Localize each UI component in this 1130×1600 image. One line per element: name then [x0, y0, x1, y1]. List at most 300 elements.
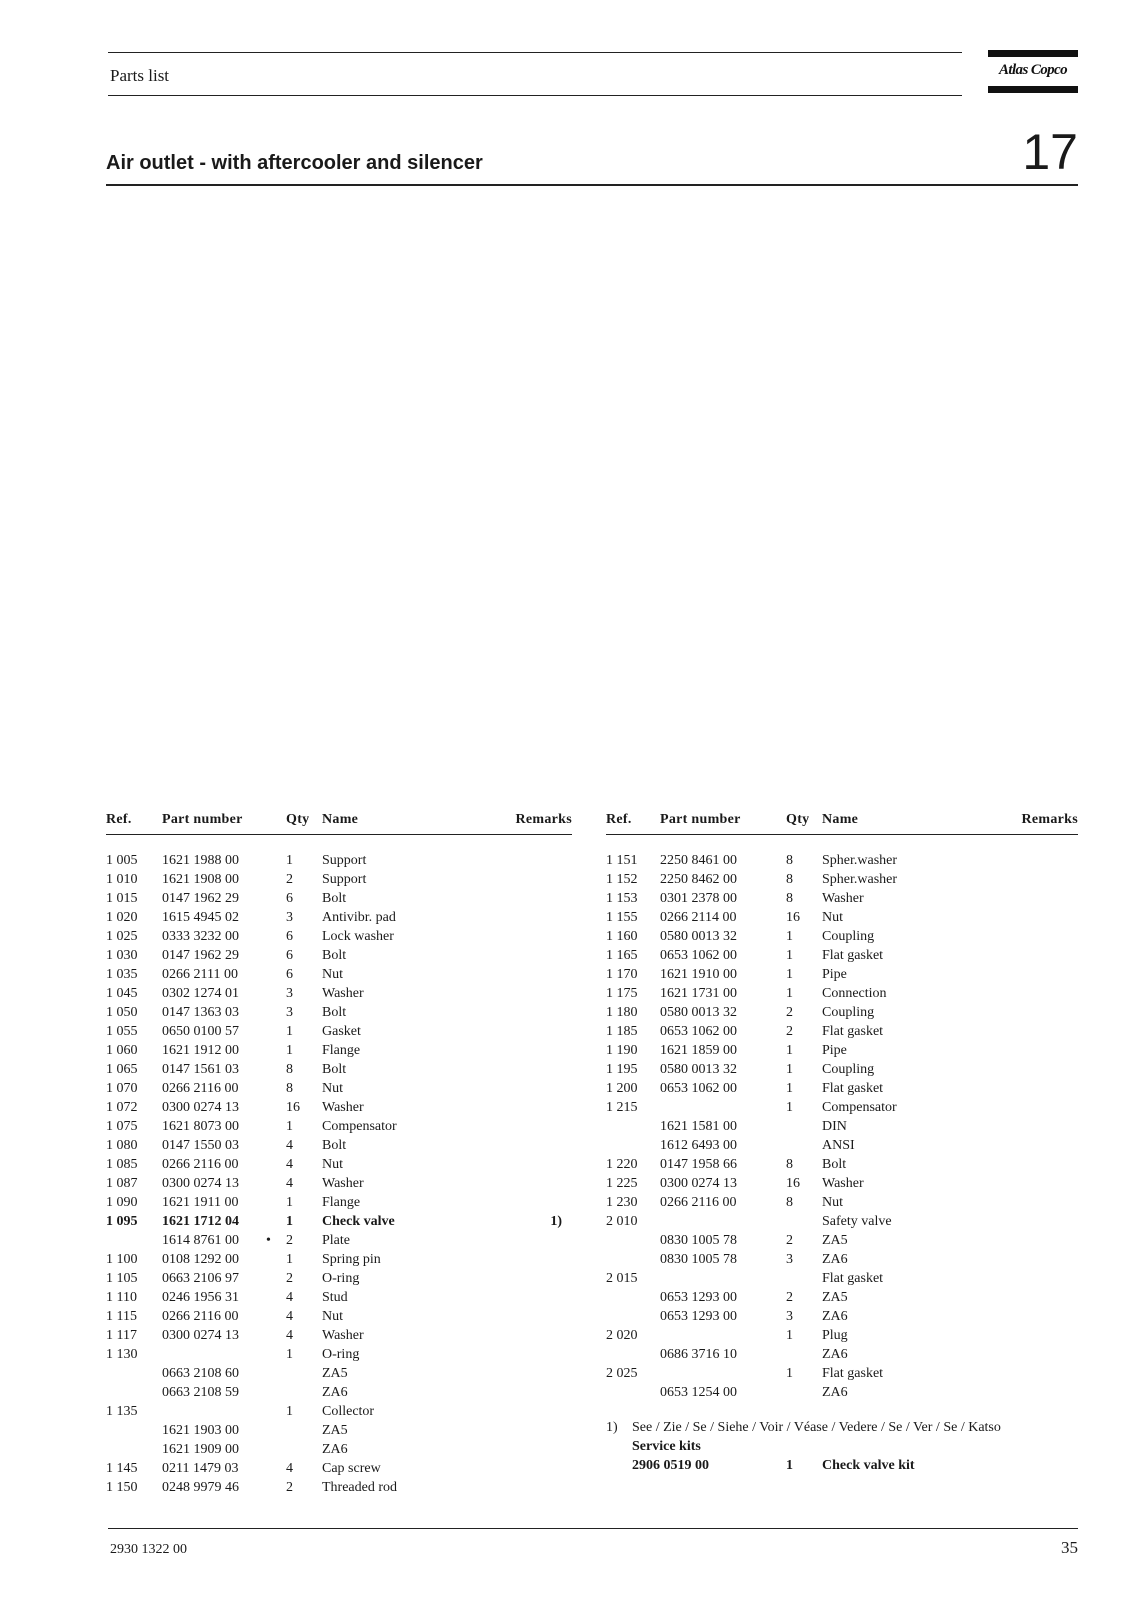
row-qty: 1 [786, 1043, 793, 1058]
row-name: Stud [322, 1290, 348, 1305]
row-part-number: 0108 1292 00 [162, 1252, 239, 1267]
row-spare-marker: • [266, 1233, 271, 1248]
table-row [106, 1385, 572, 1404]
footnote-see [606, 1420, 1086, 1439]
table-row [106, 929, 572, 948]
row-ref: 1 005 [106, 853, 138, 868]
row-ref: 1 195 [606, 1062, 638, 1077]
row-name: Compensator [322, 1119, 397, 1134]
row-qty: 4 [286, 1328, 293, 1343]
row-qty: 3 [286, 1005, 293, 1020]
table-row [106, 948, 572, 967]
table-row [606, 1100, 1078, 1119]
row-part-number: 0266 2114 00 [660, 910, 737, 925]
row-ref: 2 010 [606, 1214, 638, 1229]
row-ref: 1 055 [106, 1024, 138, 1039]
table-row [106, 1442, 572, 1461]
section-number: 17 [1022, 124, 1078, 180]
row-remarks: 1) [550, 1214, 562, 1229]
row-qty: 1 [286, 1195, 293, 1210]
row-part-number: 1621 1910 00 [660, 967, 737, 982]
row-name: Bolt [322, 948, 347, 963]
table-row [606, 1024, 1078, 1043]
row-name: ZA6 [822, 1252, 848, 1267]
row-name: Spher.washer [822, 872, 898, 887]
row-qty: 16 [786, 910, 800, 925]
table-row [106, 1423, 572, 1442]
row-name: Flat gasket [822, 1271, 884, 1286]
title-rule [106, 184, 1078, 186]
table-row [606, 1366, 1078, 1385]
table-row [106, 1024, 572, 1043]
row-part-number: 0580 0013 32 [660, 1062, 737, 1077]
row-name: Spring pin [322, 1252, 381, 1267]
row-name: Antivibr. pad [322, 910, 396, 925]
row-qty: 1 [786, 1328, 793, 1343]
row-qty: 4 [286, 1290, 293, 1305]
row-name: Nut [322, 1309, 343, 1324]
table-row [106, 1100, 572, 1119]
row-ref: 1 145 [106, 1461, 138, 1476]
footnote-text: See / Zie / Se / Siehe / Voir / Véase / Vedere / Se / Ver / Se / Katso [632, 1420, 1001, 1435]
header-name: Name [822, 812, 859, 827]
table-row [106, 1290, 572, 1309]
header-remarks: Remarks [1021, 812, 1078, 827]
row-ref: 1 130 [106, 1347, 138, 1362]
row-name: Flange [322, 1043, 361, 1058]
row-name: ZA6 [822, 1347, 848, 1362]
row-ref: 1 220 [606, 1157, 638, 1172]
row-part-number: 0302 1274 01 [162, 986, 239, 1001]
row-name: ZA6 [322, 1442, 348, 1457]
row-qty: 1 [286, 853, 293, 868]
table-row [606, 1062, 1078, 1081]
row-qty: 1 [286, 1024, 293, 1039]
table-row [106, 1157, 572, 1176]
row-name: Safety valve [822, 1214, 892, 1229]
row-ref: 1 160 [606, 929, 638, 944]
table-row [106, 1404, 572, 1423]
row-name: Flat gasket [822, 1024, 884, 1039]
table-row [106, 1309, 572, 1328]
row-part-number: 1621 1909 00 [162, 1442, 239, 1457]
row-ref: 1 085 [106, 1157, 138, 1172]
row-qty: 3 [286, 986, 293, 1001]
row-ref: 1 152 [606, 872, 638, 887]
row-name: ZA5 [822, 1290, 848, 1305]
row-ref: 1 105 [106, 1271, 138, 1286]
header-top-rule [108, 52, 962, 53]
row-ref: 2 025 [606, 1366, 638, 1381]
row-ref: 1 050 [106, 1005, 138, 1020]
header-name: Name [322, 812, 359, 827]
table-row [106, 872, 572, 891]
row-qty: 2 [286, 1233, 293, 1248]
row-qty: 16 [786, 1176, 800, 1191]
row-part-number: 0147 1962 29 [162, 891, 239, 906]
row-ref: 1 080 [106, 1138, 138, 1153]
row-part-number: 2250 8461 00 [660, 853, 737, 868]
parts-table-right [606, 812, 1078, 1404]
row-name: Lock washer [322, 929, 394, 944]
row-qty: 2 [286, 1480, 293, 1495]
row-name: ZA5 [322, 1366, 348, 1381]
row-part-number: 1621 8073 00 [162, 1119, 239, 1134]
table-row [606, 872, 1078, 891]
table-header [106, 812, 572, 834]
row-name: Flat gasket [822, 948, 884, 963]
table-row [606, 967, 1078, 986]
row-part-number: 1621 1731 00 [660, 986, 737, 1001]
row-qty: 2 [786, 1024, 793, 1039]
row-qty: 1 [786, 1366, 793, 1381]
table-row [606, 1233, 1078, 1252]
table-row [106, 1043, 572, 1062]
table-row [106, 1119, 572, 1138]
row-name: Connection [822, 986, 887, 1001]
table-row [606, 910, 1078, 929]
row-name: Washer [322, 1100, 364, 1115]
row-qty: 6 [286, 948, 293, 963]
row-name: Bolt [322, 1005, 347, 1020]
row-part-number: 0653 1062 00 [660, 1024, 737, 1039]
row-name: Cap screw [322, 1461, 381, 1476]
row-name: ZA5 [322, 1423, 348, 1438]
table-row [106, 1480, 572, 1499]
table-row [106, 986, 572, 1005]
row-ref: 1 200 [606, 1081, 638, 1096]
row-part-number: 0300 0274 13 [162, 1328, 239, 1343]
table-row [106, 1005, 572, 1024]
row-ref: 1 153 [606, 891, 638, 906]
table-row [106, 853, 572, 872]
row-ref: 1 117 [106, 1328, 137, 1343]
row-part-number: 0653 1293 00 [660, 1290, 737, 1305]
row-name: Spher.washer [822, 853, 898, 868]
row-ref: 1 151 [606, 853, 638, 868]
row-ref: 1 155 [606, 910, 638, 925]
row-name: Washer [322, 1328, 364, 1343]
table-row [106, 1195, 572, 1214]
row-ref: 1 070 [106, 1081, 138, 1096]
table-row [106, 1461, 572, 1480]
row-ref: 1 185 [606, 1024, 638, 1039]
kit-part-number: 2906 0519 00 [632, 1458, 709, 1473]
row-part-number: 0147 1363 03 [162, 1005, 239, 1020]
table-row [606, 1309, 1078, 1328]
row-qty: 4 [286, 1461, 293, 1476]
table-row [606, 1043, 1078, 1062]
row-ref: 1 090 [106, 1195, 138, 1210]
header-label: Parts list [110, 66, 170, 85]
row-part-number: 1621 1911 00 [162, 1195, 239, 1210]
row-part-number: 0653 1254 00 [660, 1385, 737, 1400]
row-part-number: 2250 8462 00 [660, 872, 737, 887]
row-name: Washer [822, 1176, 864, 1191]
table-header-rule [106, 834, 572, 835]
row-part-number: 0300 0274 13 [162, 1176, 239, 1191]
row-qty: 1 [286, 1347, 293, 1362]
document-number: 2930 1322 00 [110, 1542, 187, 1557]
row-name: Washer [822, 891, 864, 906]
row-name: Nut [322, 1081, 343, 1096]
row-name: Coupling [822, 1005, 875, 1020]
row-ref: 1 165 [606, 948, 638, 963]
footnotes [606, 1420, 1086, 1477]
row-ref: 1 095 [106, 1214, 138, 1229]
row-ref: 1 175 [606, 986, 638, 1001]
table-row [606, 891, 1078, 910]
row-name: Compensator [822, 1100, 897, 1115]
row-name: Nut [322, 967, 343, 982]
row-name: O-ring [322, 1271, 360, 1286]
row-ref: 1 115 [106, 1309, 137, 1324]
row-part-number: 0300 0274 13 [162, 1100, 239, 1115]
row-part-number: 0266 2111 00 [162, 967, 238, 982]
table-row [106, 891, 572, 910]
row-ref: 1 035 [106, 967, 138, 982]
table-header [606, 812, 1078, 834]
row-part-number: 0147 1962 29 [162, 948, 239, 963]
row-name: ZA6 [822, 1385, 848, 1400]
parts-table-left [106, 812, 572, 1499]
row-ref: 1 010 [106, 872, 138, 887]
row-name: Nut [322, 1157, 343, 1172]
row-ref: 1 072 [106, 1100, 138, 1115]
row-qty: 1 [786, 1100, 793, 1115]
table-row [106, 1233, 572, 1252]
row-part-number: 0211 1479 03 [162, 1461, 239, 1476]
row-name: Plate [322, 1233, 350, 1248]
row-part-number: 1614 8761 00 [162, 1233, 239, 1248]
table-rows [106, 853, 572, 1499]
table-row [606, 1271, 1078, 1290]
row-part-number: 0333 3232 00 [162, 929, 239, 944]
row-part-number: 0580 0013 32 [660, 1005, 737, 1020]
header-part-number: Part number [162, 812, 243, 827]
row-part-number: 0266 2116 00 [162, 1157, 239, 1172]
row-part-number: 0686 3716 10 [660, 1347, 737, 1362]
table-row [106, 1366, 572, 1385]
row-name: O-ring [322, 1347, 360, 1362]
row-qty: 1 [286, 1119, 293, 1134]
row-part-number: 1612 6493 00 [660, 1138, 737, 1153]
row-name: Plug [822, 1328, 848, 1343]
row-part-number: 1621 1908 00 [162, 872, 239, 887]
row-part-number: 1621 1912 00 [162, 1043, 239, 1058]
row-qty: 1 [286, 1214, 293, 1229]
table-row [606, 1214, 1078, 1233]
row-part-number: 0147 1958 66 [660, 1157, 737, 1172]
row-qty: 1 [286, 1043, 293, 1058]
row-ref: 1 015 [106, 891, 138, 906]
row-name: Bolt [322, 1138, 347, 1153]
row-part-number: 1621 1988 00 [162, 853, 239, 868]
row-name: ZA6 [322, 1385, 348, 1400]
row-qty: 1 [786, 967, 793, 982]
row-ref: 1 100 [106, 1252, 138, 1267]
row-ref: 2 015 [606, 1271, 638, 1286]
table-row [606, 1157, 1078, 1176]
row-part-number: 1621 1581 00 [660, 1119, 737, 1134]
service-kit-row [606, 1458, 1086, 1477]
table-row [106, 1271, 572, 1290]
table-row [106, 1138, 572, 1157]
table-row [106, 1328, 572, 1347]
table-row [106, 1081, 572, 1100]
row-ref: 1 065 [106, 1062, 138, 1077]
logo-top-bar [988, 50, 1078, 57]
row-qty: 1 [286, 1252, 293, 1267]
row-qty: 2 [286, 1271, 293, 1286]
row-part-number: 0248 9979 46 [162, 1480, 239, 1495]
header-ref: Ref. [106, 812, 132, 827]
row-part-number: 0246 1956 31 [162, 1290, 239, 1305]
row-ref: 1 030 [106, 948, 138, 963]
table-rows [606, 853, 1078, 1404]
header-qty: Qty [786, 812, 810, 827]
row-qty: 2 [286, 872, 293, 887]
row-ref: 1 135 [106, 1404, 138, 1419]
header-bottom-rule [108, 95, 962, 96]
row-ref: 1 110 [106, 1290, 137, 1305]
table-row [106, 967, 572, 986]
row-ref: 1 150 [106, 1480, 138, 1495]
row-qty: 8 [786, 891, 793, 906]
row-name: Gasket [322, 1024, 361, 1039]
row-name: Check valve [322, 1214, 395, 1229]
table-row [606, 1119, 1078, 1138]
row-qty: 1 [286, 1404, 293, 1419]
table-row [606, 1252, 1078, 1271]
header-part-number: Part number [660, 812, 741, 827]
row-part-number: 0653 1062 00 [660, 948, 737, 963]
row-qty: 4 [286, 1176, 293, 1191]
row-part-number: 1615 4945 02 [162, 910, 239, 925]
row-part-number: 0301 2378 00 [660, 891, 737, 906]
row-part-number: 0663 2106 97 [162, 1271, 239, 1286]
table-row [106, 1176, 572, 1195]
row-name: Support [322, 853, 367, 868]
row-name: Washer [322, 986, 364, 1001]
row-part-number: 0663 2108 60 [162, 1366, 239, 1381]
row-part-number: 0653 1062 00 [660, 1081, 737, 1096]
service-kits-label: Service kits [632, 1439, 701, 1454]
row-ref: 1 025 [106, 929, 138, 944]
table-row [106, 910, 572, 929]
row-qty: 8 [786, 872, 793, 887]
row-qty: 1 [786, 986, 793, 1001]
row-ref: 1 190 [606, 1043, 638, 1058]
row-ref: 2 020 [606, 1328, 638, 1343]
row-part-number: 1621 1859 00 [660, 1043, 737, 1058]
page-number: 35 [1061, 1538, 1078, 1557]
row-name: ANSI [822, 1138, 855, 1153]
row-qty: 1 [786, 948, 793, 963]
row-part-number: 0580 0013 32 [660, 929, 737, 944]
row-qty: 1 [786, 929, 793, 944]
table-row [106, 1214, 572, 1233]
row-name: Pipe [822, 967, 847, 982]
row-qty: 3 [286, 910, 293, 925]
table-row [606, 853, 1078, 872]
header-ref: Ref. [606, 812, 632, 827]
row-qty: 8 [786, 853, 793, 868]
footnote-marker: 1) [606, 1420, 618, 1435]
row-name: Nut [822, 1195, 843, 1210]
row-name: Coupling [822, 929, 875, 944]
row-name: Bolt [322, 1062, 347, 1077]
table-row [606, 948, 1078, 967]
row-qty: 8 [286, 1081, 293, 1096]
table-row [106, 1062, 572, 1081]
row-ref: 1 230 [606, 1195, 638, 1210]
service-kits-heading [606, 1439, 1086, 1458]
table-row [106, 1252, 572, 1271]
row-ref: 1 087 [106, 1176, 138, 1191]
row-qty: 2 [786, 1005, 793, 1020]
row-part-number: 0266 2116 00 [162, 1309, 239, 1324]
header-qty: Qty [286, 812, 310, 827]
row-qty: 8 [786, 1195, 793, 1210]
table-row [606, 1195, 1078, 1214]
row-ref: 1 020 [106, 910, 138, 925]
logo-text: Atlas Copco [999, 62, 1067, 78]
row-part-number: 0147 1561 03 [162, 1062, 239, 1077]
row-qty: 6 [286, 891, 293, 906]
row-qty: 4 [286, 1138, 293, 1153]
table-row [606, 1385, 1078, 1404]
table-row [606, 1005, 1078, 1024]
row-ref: 1 075 [106, 1119, 138, 1134]
row-name: Threaded rod [322, 1480, 398, 1495]
row-part-number: 0653 1293 00 [660, 1309, 737, 1324]
table-header-rule [606, 834, 1078, 835]
table-row [606, 1081, 1078, 1100]
row-name: Collector [322, 1404, 375, 1419]
row-name: Coupling [822, 1062, 875, 1077]
row-part-number: 0147 1550 03 [162, 1138, 239, 1153]
row-name: Flat gasket [822, 1366, 884, 1381]
row-qty: 3 [786, 1252, 793, 1267]
row-part-number: 0830 1005 78 [660, 1252, 737, 1267]
row-name: Washer [322, 1176, 364, 1191]
footer-rule [108, 1528, 1078, 1529]
row-name: Bolt [822, 1157, 847, 1172]
table-row [606, 1328, 1078, 1347]
table-row [606, 1138, 1078, 1157]
table-row [606, 1176, 1078, 1195]
row-part-number: 0266 2116 00 [162, 1081, 239, 1096]
row-qty: 2 [786, 1290, 793, 1305]
row-qty: 8 [286, 1062, 293, 1077]
row-part-number: 0663 2108 59 [162, 1385, 239, 1400]
table-row [606, 929, 1078, 948]
row-name: Nut [822, 910, 843, 925]
row-ref: 1 170 [606, 967, 638, 982]
table-row [606, 1290, 1078, 1309]
row-ref: 1 180 [606, 1005, 638, 1020]
row-ref: 1 225 [606, 1176, 638, 1191]
row-qty: 4 [286, 1157, 293, 1172]
table-row [606, 986, 1078, 1005]
table-row [106, 1347, 572, 1366]
logo-bottom-bar [988, 86, 1078, 93]
row-ref: 1 060 [106, 1043, 138, 1058]
row-qty: 16 [286, 1100, 300, 1115]
row-part-number: 0266 2116 00 [660, 1195, 737, 1210]
row-name: Flat gasket [822, 1081, 884, 1096]
